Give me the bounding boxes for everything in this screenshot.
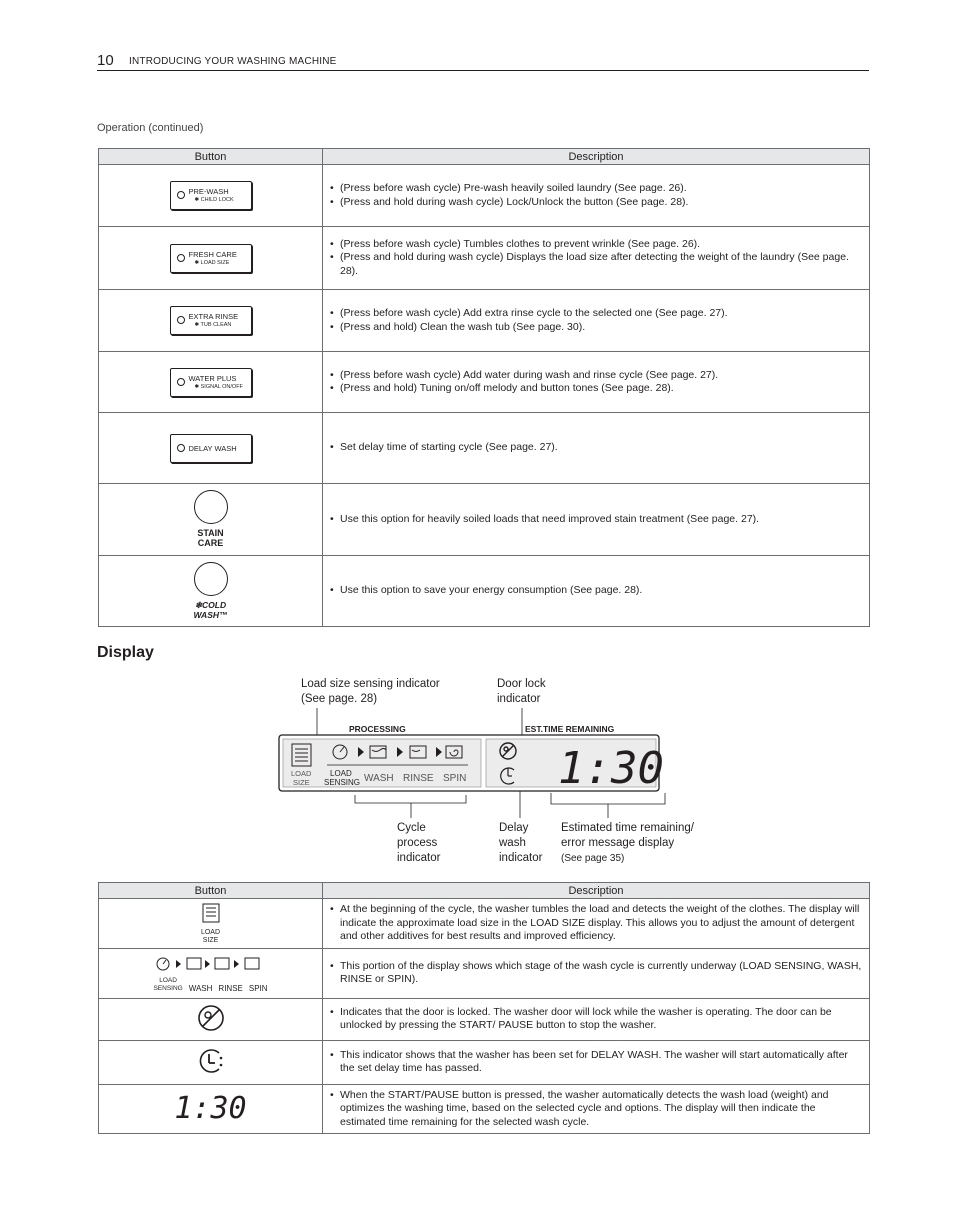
- list-item: • (Press and hold) Clean the wash tub (See page. 30).: [340, 321, 863, 335]
- list-item: • Use this option to save your energy consumption (See page. 28).: [340, 584, 863, 598]
- extra-rinse-button: EXTRA RINSE ✱ TUB CLEAN: [170, 306, 252, 335]
- time-display-icon: 1:30: [174, 1090, 247, 1126]
- list-item: • This portion of the display shows which stage of the wash cycle is currently underway (LOAD SENSING, WASH, RINSE or SPIN).: [340, 960, 863, 987]
- fresh-care-button: FRESH CARE ✱ LOAD SIZE: [170, 244, 252, 273]
- col-header-button: Button: [99, 883, 323, 899]
- table-row: [99, 998, 870, 1040]
- est-time-label: EST.TIME REMAINING: [525, 724, 615, 734]
- list-item: • (Press before wash cycle) Add water during wash and rinse cycle (See page. 27).: [340, 369, 863, 383]
- list-item: • (Press before wash cycle) Add extra rinse cycle to the selected one (See page. 27).: [340, 307, 863, 321]
- table-row: [99, 1040, 870, 1084]
- pre-wash-button: PRE-WASH ✱ CHILD LOCK: [170, 181, 252, 210]
- table-row: LOAD SIZE • At the beginning of the cycle, the washer tumbles the load and detects the weight of the clothes. The display will indicate the approximate load size in the LOAD SIZE display. This allows you to adjust the amount of detergent and other additives for best results and improved efficiency.: [99, 899, 870, 949]
- svg-text:SIZE: SIZE: [293, 778, 310, 787]
- svg-text:LOAD: LOAD: [330, 769, 352, 778]
- svg-text:RINSE: RINSE: [403, 773, 434, 784]
- list-item: • When the START/PAUSE button is pressed, the washer automatically detects the wash load (weight) and optimizes the washing time, based on the selected cycle and options. The display will then indicate the estimated time remaining for the selected wash cycle.: [340, 1089, 863, 1130]
- svg-text:SPIN: SPIN: [443, 773, 467, 784]
- cycle-process-icon: [151, 954, 271, 974]
- list-item: • Use this option for heavily soiled loads that need improved stain treatment (See page. 27).: [340, 513, 863, 527]
- list-item: • (Press before wash cycle) Pre-wash heavily soiled laundry (See page. 26).: [340, 182, 863, 196]
- list-item: • This indicator shows that the washer has been set for DELAY WASH. The washer will start automatically after the set delay time has passed.: [340, 1049, 863, 1076]
- table-row: [99, 1084, 870, 1134]
- page-number: 10: [97, 52, 114, 69]
- delay-wash-button: DELAY WASH: [170, 434, 252, 463]
- list-item: • Indicates that the door is locked. The washer door will lock while the washer is operating. The door can be unlocked by pressing the START/ PAUSE button to stop the washer.: [340, 1006, 863, 1033]
- running-title: INTRODUCING YOUR WASHING MACHINE: [129, 56, 337, 67]
- list-item: • Set delay time of starting cycle (See page. 27).: [340, 441, 863, 455]
- callout-cycle-process: Cycle process indicator: [397, 822, 441, 864]
- load-size-icon: [196, 902, 226, 932]
- water-plus-button: WATER PLUS ✱ SIGNAL ON/OFF: [170, 368, 252, 397]
- list-item: • (Press before wash cycle) Tumbles clothes to prevent wrinkle (See page. 26).: [340, 238, 863, 252]
- snowflake-icon: ❄: [194, 599, 203, 610]
- time-remaining-display: 1:30: [558, 743, 664, 794]
- list-item: • At the beginning of the cycle, the washer tumbles the load and detects the weight of the clothes. The display will indicate the approximate load size in the LOAD SIZE display. This allows you to adjust the amount of detergent and other additives for best results and improved efficiency.: [340, 903, 863, 944]
- col-header-description: Description: [323, 149, 870, 165]
- svg-text:SENSING: SENSING: [324, 778, 361, 787]
- display-section-title: Display: [97, 644, 154, 661]
- display-table: [98, 882, 870, 1134]
- callout-door-lock: Door lock indicator: [497, 678, 546, 705]
- callout-delay-wash: Delay wash indicator: [499, 822, 543, 864]
- door-lock-icon: [196, 1003, 226, 1033]
- svg-text:WASH: WASH: [364, 773, 394, 784]
- list-item: • (Press and hold during wash cycle) Displays the load size after detecting the weight of the laundry (See page. 28).: [340, 251, 863, 278]
- col-header-description: Description: [323, 883, 870, 899]
- callout-estimated-time: Estimated time remaining/ error message display (See page 35): [561, 822, 694, 864]
- stain-care-button: STAIN CARE: [194, 490, 228, 548]
- callout-load-size: Load size sensing indicator (See page. 28): [301, 678, 440, 705]
- cold-wash-button: ❄COLD WASH™: [194, 562, 228, 620]
- list-item: • (Press and hold) Tuning on/off melody and button tones (See page. 28).: [340, 382, 863, 396]
- operation-subhead: Operation (continued): [97, 122, 204, 134]
- table-row: LOAD SENSING WASH RINSE SPIN • This portion of the display shows which stage of the wash cycle is currently underway (LOAD SENSING, WASH, RINSE or SPIN).: [99, 948, 870, 998]
- delay-wash-icon: [195, 1046, 227, 1076]
- svg-text:LOAD: LOAD: [291, 769, 312, 778]
- col-header-button: Button: [99, 149, 323, 165]
- list-item: • (Press and hold during wash cycle) Lock/Unlock the button (See page. 28).: [340, 196, 863, 210]
- processing-label: PROCESSING: [349, 724, 406, 734]
